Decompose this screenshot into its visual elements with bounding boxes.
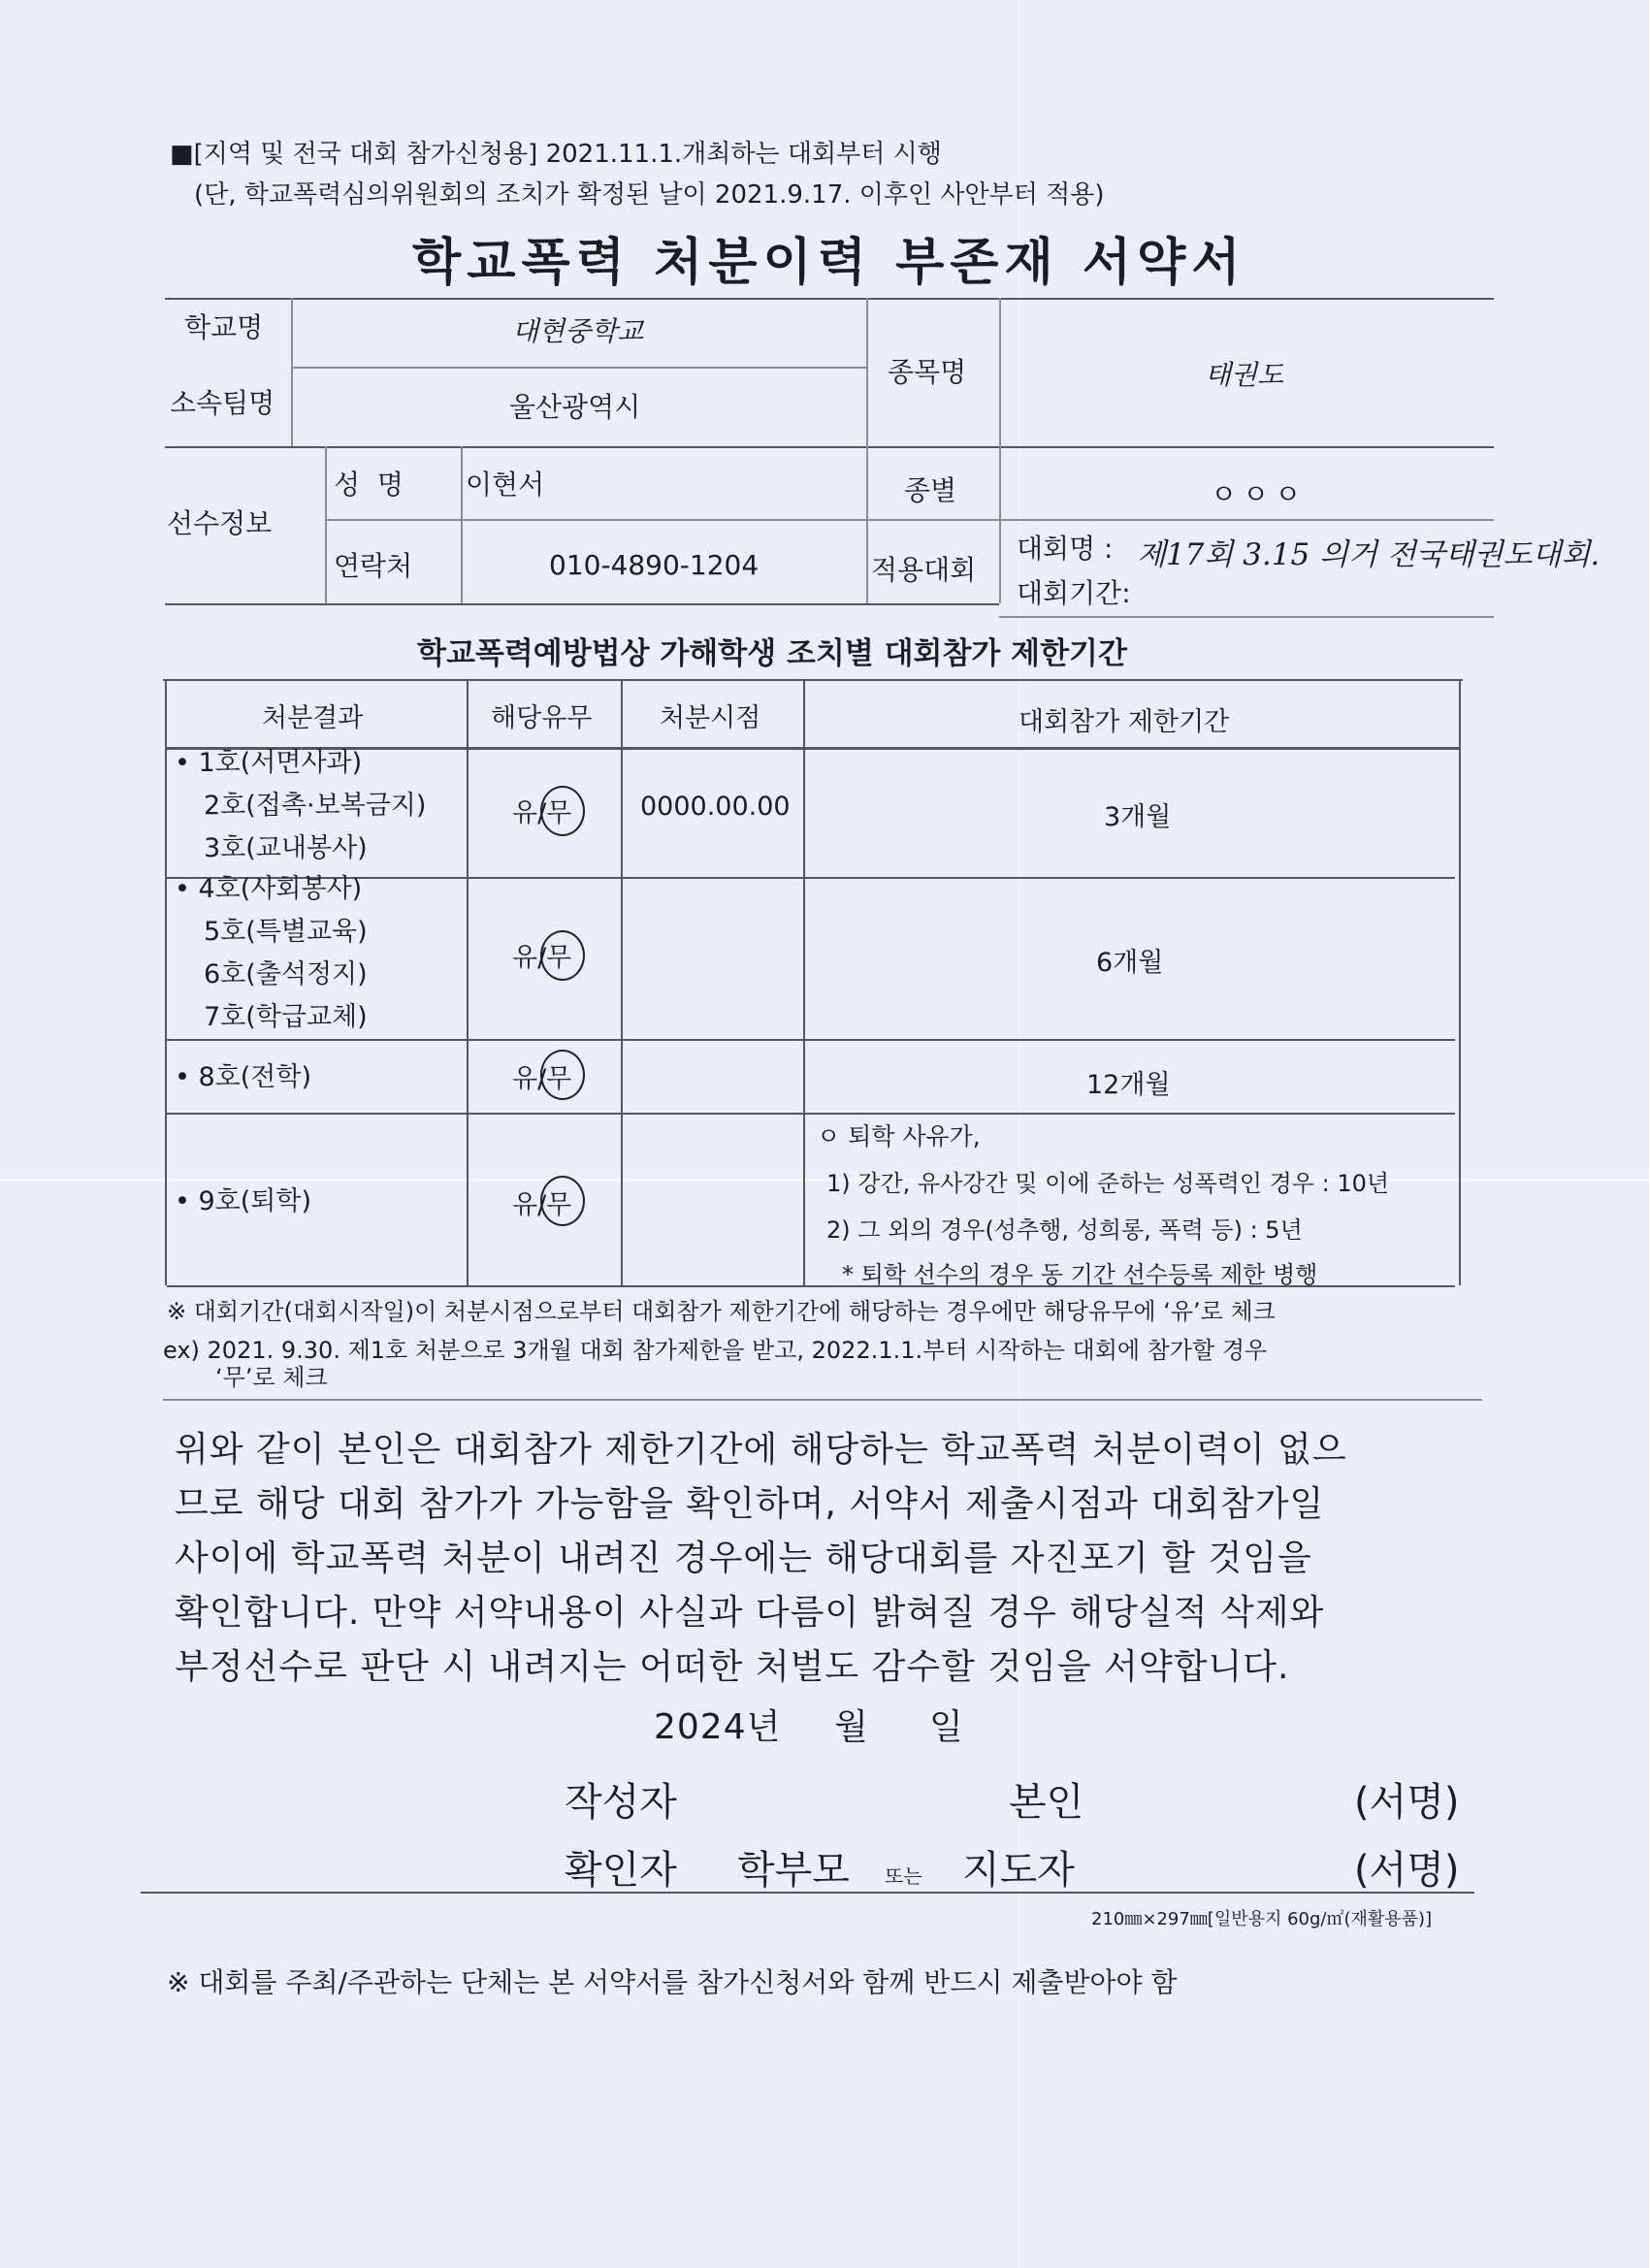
- date-year: 2024년: [654, 1707, 782, 1747]
- table-rule: [803, 679, 805, 1285]
- rule: [866, 298, 868, 603]
- table-row-result: • 1호(서면사과): [175, 748, 363, 778]
- table-row-result: 6호(출석정지): [204, 959, 368, 989]
- contact-label: 연락처: [334, 550, 413, 582]
- check-circle-mark: [540, 930, 585, 981]
- table-row-result: • 9호(퇴학): [175, 1186, 311, 1216]
- table-row-result: 5호(특별교육): [204, 917, 368, 947]
- header-line2: (단, 학교폭력심의위원회의 조치가 확정된 날이 2021.9.17. 이후인 사안부터 적용): [194, 180, 1105, 210]
- writer-value: 본인: [1009, 1780, 1084, 1825]
- info-bottom-rule: [165, 603, 999, 605]
- name-value: 이현서: [466, 469, 545, 501]
- rule: [141, 1892, 1474, 1894]
- writer-signature[interactable]: (서명): [1354, 1780, 1460, 1825]
- rule: [163, 1399, 1482, 1401]
- table-row-check: 유/무: [512, 798, 572, 828]
- team-value: 울산광역시: [509, 391, 641, 423]
- table-rule: [167, 1113, 1455, 1115]
- event-value: 태권도: [1205, 359, 1284, 391]
- check-circle-mark: [540, 1176, 585, 1226]
- name-label: 성 명: [334, 469, 404, 501]
- confirmer-signature[interactable]: (서명): [1354, 1848, 1460, 1893]
- pledge-line: 사이에 학교폭력 처분이 내려진 경우에는 해당대회를 자진포기 할 것임을: [175, 1539, 1312, 1578]
- applied-competition-label: 적용대회: [871, 554, 977, 586]
- paper-fold: [1018, 0, 1020, 2268]
- rule: [325, 446, 327, 603]
- expulsion-note: ㅇ 퇴학 사유가,: [817, 1122, 981, 1150]
- player-info-label: 선수정보: [167, 507, 273, 539]
- expulsion-note: * 퇴학 선수의 경우 동 기간 선수등록 제한 병행: [842, 1261, 1318, 1288]
- competition-name-label: 대회명 :: [1017, 533, 1114, 565]
- competition-period-label: 대회기간:: [1017, 577, 1131, 609]
- table-rule: [165, 679, 167, 1285]
- pledge-line: 므로 해당 대회 참가가 가능함을 확인하며, 서약서 제출시점과 대회참가일: [175, 1484, 1325, 1524]
- pledge-line: 위와 같이 본인은 대회참가 제한기간에 해당하는 학교폭력 처분이력이 없으: [175, 1430, 1347, 1470]
- table-row-result: • 4호(사회봉사): [175, 874, 363, 904]
- confirmer-coach: 지도자: [962, 1848, 1075, 1893]
- writer-label: 작성자: [565, 1780, 677, 1825]
- gender-value: ㅇㅇㅇ: [1211, 478, 1308, 510]
- check-circle-mark: [540, 786, 585, 836]
- gender-label: 종별: [904, 474, 957, 506]
- table-rule: [1459, 679, 1461, 1285]
- rule: [461, 446, 463, 603]
- table-row-check: 유/무: [512, 943, 572, 973]
- header-line1: ■[지역 및 전국 대회 참가신청용] 2021.11.1.개최하는 대회부터 시행: [170, 140, 942, 169]
- section-title: 학교폭력예방법상 가해학생 조치별 대회참가 제한기간: [417, 636, 1127, 671]
- col-header-result: 처분결과: [262, 703, 364, 733]
- table-rule: [167, 1039, 1455, 1041]
- table-row-period: 6개월: [1096, 948, 1164, 978]
- confirmer-label: 확인자: [565, 1848, 677, 1893]
- document-title: 학교폭력 처분이력 부존재 서약서: [412, 234, 1246, 292]
- confirmer-or: 또는: [885, 1864, 922, 1888]
- table-row-check: 유/무: [512, 1064, 572, 1094]
- competition-name-value: 제17회 3.15 의거 전국태권도대회.: [1137, 537, 1600, 572]
- pledge-line: 부정선수로 판단 시 내려지는 어떠한 처벌도 감수할 것임을 서약합니다.: [175, 1647, 1290, 1687]
- school-label: 학교명: [184, 311, 264, 343]
- confirmer-parent: 학부모: [737, 1848, 850, 1893]
- table-row-result: • 8호(전학): [175, 1062, 311, 1092]
- col-header-period: 대회참가 제한기간: [1018, 707, 1230, 737]
- team-label: 소속팀명: [170, 387, 275, 419]
- check-circle-mark: [540, 1050, 585, 1100]
- rule: [291, 367, 868, 369]
- table-rule: [621, 679, 623, 1285]
- table-row-period: 12개월: [1086, 1070, 1171, 1100]
- expulsion-note: 2) 그 외의 경우(성추행, 성희롱, 폭력 등) : 5년: [826, 1216, 1303, 1244]
- event-label: 종목명: [888, 356, 967, 388]
- expulsion-note: 1) 강간, 유사강간 및 이에 준하는 성폭력인 경우 : 10년: [826, 1170, 1390, 1197]
- school-value: 대현중학교: [512, 315, 644, 347]
- note-line: ‘무’로 체크: [215, 1364, 328, 1391]
- rule: [325, 519, 1494, 521]
- footer-note: ※ 대회를 주최/주관하는 단체는 본 서약서를 참가신청서와 함께 반드시 제출받아야 함: [167, 1966, 1178, 1998]
- note-line: ex) 2021. 9.30. 제1호 처분으로 3개월 대회 참가제한을 받고, 2022.1.1.부터 시작하는 대회에 참가할 경우: [163, 1337, 1268, 1364]
- rule: [165, 446, 1494, 448]
- pledge-line: 확인합니다. 만약 서약내용이 사실과 다름이 밝혀질 경우 해당실적 삭제와: [175, 1593, 1325, 1633]
- table-rule: [467, 679, 469, 1285]
- date-day: 일: [929, 1707, 964, 1747]
- table-row-result: 3호(교내봉사): [204, 833, 368, 863]
- table-rule: [163, 679, 1463, 681]
- note-line: ※ 대회기간(대회시작일)이 처분시점으로부터 대회참가 제한기간에 해당하는 경우에만 해당유무에 ‘유’로 체크: [167, 1298, 1276, 1325]
- col-header-check: 해당유무: [491, 703, 593, 733]
- table-row-date: 0000.00.00: [640, 792, 791, 822]
- rule: [999, 298, 1001, 603]
- info-top-rule: [165, 298, 1494, 300]
- table-row-check: 유/무: [512, 1190, 572, 1220]
- date-month: 월: [834, 1707, 869, 1747]
- table-row-result: 2호(접촉·보복금지): [204, 791, 427, 821]
- rule: [291, 298, 293, 446]
- col-header-date: 처분시점: [660, 703, 761, 733]
- rule: [999, 616, 1494, 618]
- contact-value: 010-4890-1204: [549, 549, 760, 581]
- paper-spec: 210㎜×297㎜[일반용지 60g/㎡(재활용품)]: [1091, 1909, 1433, 1929]
- table-row-result: 7호(학급교체): [204, 1002, 368, 1032]
- table-row-period: 3개월: [1104, 802, 1172, 832]
